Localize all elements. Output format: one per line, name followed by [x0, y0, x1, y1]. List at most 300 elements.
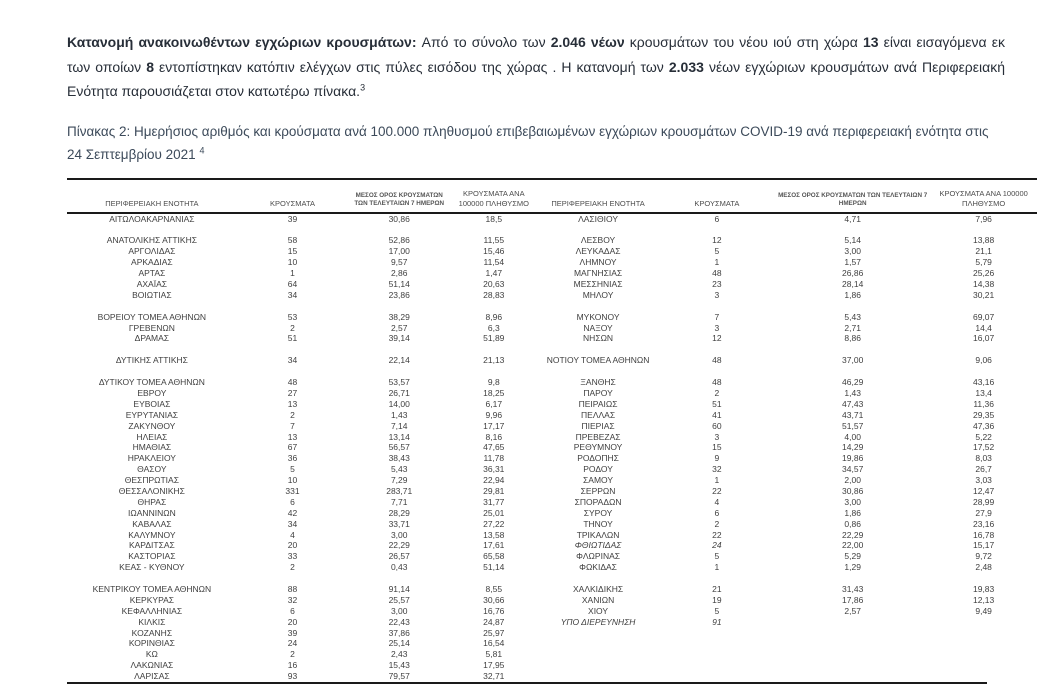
avg7-cell: 14,29 [842, 442, 864, 453]
table-row [67, 627, 1037, 638]
per100k-cell: 8,03 [975, 453, 992, 464]
cases-cell: 10 [287, 257, 298, 268]
region-name-cell: ΔΡΑΜΑΣ [134, 333, 170, 344]
avg7-cell: 47,43 [842, 398, 864, 409]
avg7-cell: 1,43 [844, 387, 861, 398]
avg7-cell [775, 366, 930, 377]
cases-cell: 15 [712, 442, 722, 453]
avg7-cell [775, 616, 930, 627]
avg7-cell: 28,29 [388, 507, 410, 518]
table-row [67, 290, 1037, 301]
per100k-cell: 47,65 [483, 442, 505, 453]
region-name-cell: ΦΘΙΩΤΙΔΑΣ [574, 540, 622, 551]
avg7-cell: 25,14 [388, 638, 410, 649]
avg7-cell: 46,29 [842, 377, 864, 388]
region-name-cell: ΑΙΤΩΛΟΑΚΑΡΝΑΝΙΑΣ [109, 213, 195, 224]
avg7-cell [775, 344, 930, 355]
per100k-cell [930, 627, 1037, 638]
per100k-cell: 27,22 [483, 518, 505, 529]
per100k-cell: 1,47 [485, 268, 503, 279]
per100k-cell: 26,7 [975, 464, 992, 475]
region-name-cell: ΣΕΡΡΩΝ [580, 485, 616, 496]
avg7-cell: 26,86 [842, 268, 864, 279]
column-header: ΠΕΡΙΦΕΡΕΙΑΚΗ ΕΝΟΤΗΤΑ [537, 179, 658, 213]
avg7-cell: 56,57 [388, 442, 410, 453]
avg7-cell: 2,00 [844, 475, 861, 486]
text-segment: 8 [146, 58, 155, 75]
region-name-cell [67, 366, 237, 377]
cases-cell: 39 [287, 213, 298, 224]
per100k-cell: 16,76 [483, 605, 505, 616]
cases-cell: 13 [287, 431, 298, 442]
avg7-cell: 52,86 [388, 235, 410, 246]
cases-cell: 67 [287, 442, 298, 453]
region-name-cell: ΡΟΔΟΥ [583, 464, 613, 475]
table-row [67, 301, 1037, 312]
per100k-cell: 16,07 [972, 333, 995, 344]
region-name-cell: ΚΕΡΚΥΡΑΣ [129, 594, 175, 605]
avg7-cell: 79,57 [388, 671, 410, 682]
cases-cell [659, 344, 775, 355]
per100k-cell: 2,48 [975, 562, 992, 573]
avg7-cell: 4,00 [844, 431, 861, 442]
regional-cases-table [67, 178, 1037, 684]
avg7-cell: 1,86 [844, 289, 861, 300]
region-name-cell [537, 573, 658, 584]
per100k-cell: 17,17 [483, 420, 505, 431]
avg7-cell: 22,29 [842, 529, 864, 540]
table-row [67, 595, 1037, 606]
region-name-cell: ΧΑΛΚΙΔΙΚΗΣ [572, 583, 624, 594]
cases-cell: 4 [290, 529, 295, 540]
region-name-cell: ΖΑΚΥΝΘΟΥ [128, 420, 176, 431]
per100k-cell: 65,58 [483, 551, 505, 562]
per100k-cell: 9,8 [487, 377, 500, 388]
column-header: ΜΕΣΟΣ ΟΡΟΣ ΚΡΟΥΣΜΑΤΩΝ ΤΩΝ ΤΕΛΕΥΤΑΙΩΝ 7 ΗΜΕΡΩΝ [775, 179, 930, 213]
per100k-cell: 11,36 [973, 398, 994, 409]
cases-cell: 48 [712, 377, 722, 388]
table-row [67, 660, 1037, 671]
per100k-cell: 21,13 [483, 355, 505, 366]
cases-cell: 48 [712, 355, 722, 366]
region-name-cell: ΕΥΒΟΙΑΣ [133, 398, 171, 409]
region-name-cell: ΚΑΣΤΟΡΙΑΣ [128, 551, 176, 562]
avg7-cell: 22,00 [842, 540, 864, 551]
table-row [67, 333, 1037, 344]
cases-cell: 34 [287, 355, 298, 366]
avg7-cell [348, 301, 450, 312]
cases-cell: 15 [287, 246, 298, 257]
avg7-cell: 14,00 [388, 398, 410, 409]
avg7-cell: 5,43 [844, 311, 861, 322]
table-row [67, 410, 1037, 421]
table-row [67, 344, 1037, 355]
cases-cell [237, 344, 349, 355]
per100k-cell: 18,25 [483, 387, 505, 398]
per100k-cell: 30,66 [483, 594, 505, 605]
avg7-cell: 22,29 [388, 540, 410, 551]
avg7-cell: 17,00 [388, 246, 410, 257]
per100k-cell: 16,78 [972, 529, 995, 540]
avg7-cell: 91,14 [388, 583, 410, 594]
region-name-cell: ΛΕΣΒΟΥ [580, 235, 616, 246]
per100k-cell: 8,55 [485, 583, 503, 594]
per100k-cell [930, 616, 1037, 627]
cases-cell: 22 [712, 529, 722, 540]
text-segment: κρουσμάτων του νέου ιού στη χώρα [624, 34, 863, 50]
avg7-cell [775, 660, 930, 671]
per100k-cell: 13,4 [975, 387, 992, 398]
per100k-cell: 25,97 [483, 627, 505, 638]
region-name-cell: ΧΑΝΙΩΝ [581, 594, 615, 605]
avg7-cell: 9,57 [390, 257, 408, 268]
per100k-cell: 31,77 [483, 496, 505, 507]
text-segment: εντοπίστηκαν κατόπιν ελέγχων στις πύλες εισόδου της χώρας . Η κατανομή των [154, 58, 669, 75]
per100k-cell: 5,79 [975, 257, 992, 268]
avg7-cell: 43,71 [842, 409, 864, 420]
avg7-cell: 5,43 [390, 464, 408, 475]
avg7-cell [775, 638, 930, 649]
per100k-cell: 30,21 [972, 289, 995, 300]
per100k-cell: 15,46 [483, 246, 505, 257]
text-segment: 2.033 [668, 58, 704, 75]
per100k-cell: 12,13 [972, 594, 995, 605]
cases-cell: 2 [714, 518, 720, 529]
cases-cell: 5 [714, 551, 720, 562]
table-row [67, 573, 1037, 584]
per100k-cell: 51,89 [483, 333, 505, 344]
table-row [67, 279, 1037, 290]
region-name-cell: ΦΛΩΡΙΝΑΣ [576, 551, 621, 562]
cases-cell: 20 [287, 616, 298, 627]
per100k-cell [450, 301, 537, 312]
table-row [67, 616, 1037, 627]
table-header-row [67, 179, 1037, 213]
per100k-cell: 6,17 [485, 398, 503, 409]
cases-cell: 22 [712, 485, 722, 496]
region-name-cell: ΚΙΛΚΙΣ [138, 616, 166, 627]
text-segment: 13 [862, 34, 879, 50]
region-name-cell [537, 649, 658, 660]
cases-cell: 51 [712, 398, 722, 409]
table-row [67, 562, 1037, 573]
region-name-cell: ΒΟΙΩΤΙΑΣ [132, 289, 172, 300]
per100k-cell: 11,78 [483, 453, 505, 464]
text-segment: 2.046 νέων [550, 34, 625, 50]
per100k-cell: 25,01 [483, 507, 505, 518]
avg7-cell: 3,00 [844, 496, 861, 507]
per100k-cell: 69,07 [972, 311, 995, 322]
region-name-cell: ΜΗΛΟΥ [582, 289, 614, 300]
cases-cell: 39 [287, 627, 298, 638]
region-name-cell [537, 660, 658, 671]
table-row [67, 584, 1037, 595]
cases-cell: 27 [287, 387, 298, 398]
region-name-cell: ΑΧΑΪΑΣ [136, 279, 168, 290]
per100k-cell: 14,38 [972, 279, 995, 290]
per100k-cell: 11,54 [483, 257, 505, 268]
cases-cell: 32 [712, 464, 722, 475]
cases-cell: 42 [287, 507, 298, 518]
avg7-cell: 2,57 [390, 322, 408, 333]
table-row [67, 486, 1037, 497]
avg7-cell [775, 224, 930, 235]
avg7-cell: 22,14 [388, 355, 410, 366]
per100k-cell: 28,99 [972, 496, 995, 507]
cases-cell: 2 [714, 387, 720, 398]
region-name-cell: ΕΒΡΟΥ [137, 387, 167, 398]
avg7-cell: 3,00 [390, 529, 408, 540]
cases-cell: 48 [712, 268, 722, 279]
table-row [67, 377, 1037, 388]
per100k-cell: 22,94 [483, 475, 505, 486]
region-name-cell: ΛΗΜΝΟΥ [579, 257, 617, 268]
per100k-cell: 47,36 [972, 420, 995, 431]
cases-cell [237, 573, 349, 584]
cases-cell: 3 [714, 322, 720, 333]
per100k-cell [450, 224, 537, 235]
table-bottom-rule [67, 682, 987, 684]
text-segment: είναι εισαγόμενα εκ των οποίων [67, 34, 1005, 75]
avg7-cell: 1,29 [844, 562, 861, 573]
cases-cell: 9 [714, 453, 720, 464]
per100k-cell: 29,81 [483, 485, 505, 496]
avg7-cell: 2,43 [390, 649, 408, 660]
region-name-cell: ΚΟΖΑΝΗΣ [131, 627, 173, 638]
cases-cell [659, 660, 775, 671]
cases-cell [237, 366, 349, 377]
region-name-cell: ΘΕΣΣΑΛΟΝΙΚΗΣ [118, 485, 185, 496]
column-header: ΚΡΟΥΣΜΑΤΑ ΑΝΑ 100000 ΠΛΗΘΥΣΜΟ [930, 179, 1037, 213]
avg7-cell: 25,57 [388, 594, 410, 605]
region-name-cell [67, 344, 237, 355]
table-row [67, 464, 1037, 475]
region-name-cell: ΚΑΒΑΛΑΣ [132, 518, 172, 529]
region-name-cell [537, 224, 658, 235]
per100k-cell: 8,96 [485, 311, 503, 322]
region-name-cell: ΡΕΘΥΜΝΟΥ [573, 442, 623, 453]
region-name-cell: ΔΥΤΙΚΟΥ ΤΟΜΕΑ ΑΘΗΝΩΝ [98, 377, 205, 388]
avg7-cell: 7,71 [390, 496, 408, 507]
text-segment: Από το σύνολο των [421, 34, 551, 50]
avg7-cell: 2,86 [390, 268, 408, 279]
cases-cell: 10 [287, 475, 298, 486]
cases-cell: 2 [290, 409, 295, 420]
cases-cell [659, 301, 775, 312]
region-name-cell: ΗΜΑΘΙΑΣ [132, 442, 172, 453]
cases-cell [659, 671, 775, 682]
text-segment: Πίνακας 2: Ημερήσιος αριθμός και κρούσματα ανά 100.000 πληθυσμού επιβεβαιωμένων εγχώριων κρουσμάτων COVID-19 ανά περιφερειακή ενότητα στις 24 Σεπτεμβρίου 2021 [67, 123, 989, 162]
cases-cell: 7 [290, 420, 295, 431]
per100k-cell: 6,3 [487, 322, 500, 333]
per100k-cell: 9,96 [485, 409, 503, 420]
region-name-cell: ΦΩΚΙΔΑΣ [579, 562, 617, 573]
region-name-cell: ΜΥΚΟΝΟΥ [576, 311, 620, 322]
table-row [67, 322, 1037, 333]
cases-cell: 60 [712, 420, 722, 431]
region-name-cell: ΠΙΕΡΙΑΣ [581, 420, 615, 431]
region-name-cell: ΑΡΚΑΔΙΑΣ [131, 257, 173, 268]
per100k-cell: 23,16 [972, 518, 995, 529]
cases-cell: 6 [714, 507, 720, 518]
per100k-cell: 24,87 [483, 616, 505, 627]
per100k-cell: 51,14 [483, 562, 505, 573]
cases-cell: 3 [714, 431, 720, 442]
region-name-cell: ΘΗΡΑΣ [137, 496, 167, 507]
cases-cell: 12 [712, 235, 722, 246]
per100k-cell [450, 366, 537, 377]
per100k-cell: 32,71 [483, 671, 505, 682]
region-name-cell: ΗΡΑΚΛΕΙΟΥ [127, 453, 176, 464]
cases-cell [659, 366, 775, 377]
cases-table [67, 178, 1037, 682]
avg7-cell: 51,14 [388, 279, 410, 290]
region-name-cell: ΧΙΟΥ [588, 605, 609, 616]
per100k-cell: 12,47 [972, 485, 995, 496]
region-name-cell: ΑΡΤΑΣ [138, 268, 166, 279]
per100k-cell: 18,5 [485, 213, 503, 224]
cases-cell: 32 [287, 594, 298, 605]
avg7-cell: 38,43 [388, 453, 410, 464]
per100k-cell: 43,16 [972, 377, 995, 388]
per100k-cell: 15,17 [972, 540, 995, 551]
per100k-cell [930, 344, 1037, 355]
region-name-cell: ΚΑΛΥΜΝΟΥ [128, 529, 176, 540]
per100k-cell: 3,03 [975, 475, 992, 486]
region-name-cell: ΠΑΡΟΥ [583, 387, 613, 398]
per100k-cell: 21,1 [975, 246, 992, 257]
region-name-cell: ΙΩΑΝΝΙΝΩΝ [128, 507, 176, 518]
per100k-cell: 36,31 [483, 464, 505, 475]
table-row [67, 268, 1037, 279]
region-name-cell [537, 301, 658, 312]
cases-cell [659, 638, 775, 649]
per100k-cell: 5,22 [975, 431, 992, 442]
table-caption [67, 120, 1007, 166]
per100k-cell: 25,26 [972, 268, 995, 279]
avg7-cell: 3,00 [844, 246, 861, 257]
per100k-cell [930, 660, 1037, 671]
avg7-cell: 2,57 [844, 605, 861, 616]
per100k-cell [450, 344, 537, 355]
per100k-cell: 17,61 [483, 540, 505, 551]
avg7-cell: 3,00 [390, 605, 408, 616]
region-name-cell: ΑΝΑΤΟΛΙΚΗΣ ΑΤΤΙΚΗΣ [106, 235, 197, 246]
table-row [67, 638, 1037, 649]
region-name-cell [67, 573, 237, 584]
per100k-cell: 20,63 [483, 279, 505, 290]
table-row [67, 420, 1037, 431]
cases-cell: 53 [287, 311, 298, 322]
avg7-cell: 1,86 [844, 507, 861, 518]
per100k-cell [930, 649, 1037, 660]
cases-cell: 12 [712, 333, 722, 344]
region-name-cell: ΘΕΣΠΡΩΤΙΑΣ [124, 475, 179, 486]
avg7-cell: 38,29 [388, 311, 410, 322]
table-row [67, 355, 1037, 366]
cases-cell: 21 [712, 583, 722, 594]
cases-cell: 13 [287, 398, 298, 409]
per100k-cell: 28,83 [483, 289, 505, 300]
per100k-cell: 16,54 [483, 638, 505, 649]
avg7-cell: 19,86 [842, 453, 864, 464]
table-row [67, 475, 1037, 486]
avg7-cell [348, 573, 450, 584]
avg7-cell: 0,43 [390, 562, 408, 573]
avg7-cell [348, 344, 450, 355]
cases-cell [659, 627, 775, 638]
table-row [67, 388, 1037, 399]
avg7-cell: 7,29 [390, 475, 408, 486]
table-row [67, 213, 1037, 225]
per100k-cell [930, 573, 1037, 584]
region-name-cell: ΔΥΤΙΚΗΣ ΑΤΤΙΚΗΣ [115, 355, 188, 366]
cases-cell: 5 [290, 464, 295, 475]
per100k-cell: 8,16 [485, 431, 503, 442]
avg7-cell: 51,57 [842, 420, 864, 431]
cases-cell: 16 [287, 660, 298, 671]
per100k-cell: 17,95 [483, 660, 505, 671]
region-name-cell: ΞΑΝΘΗΣ [580, 377, 616, 388]
cases-cell: 58 [287, 235, 298, 246]
avg7-cell: 31,43 [842, 583, 864, 594]
avg7-cell: 13,14 [388, 431, 410, 442]
avg7-cell: 0,86 [844, 518, 861, 529]
region-name-cell: ΝΟΤΙΟΥ ΤΟΜΕΑ ΑΘΗΝΩΝ [546, 355, 650, 366]
table-row [67, 246, 1037, 257]
table-row [67, 508, 1037, 519]
region-name-cell: ΛΑΡΙΣΑΣ [134, 671, 170, 682]
region-name-cell: ΑΡΓΟΛΙΔΑΣ [128, 246, 176, 257]
region-name-cell: ΛΑΚΩΝΙΑΣ [130, 660, 174, 671]
region-name-cell: ΗΛΕΙΑΣ [136, 431, 168, 442]
region-name-cell: ΛΑΣΙΘΙΟΥ [578, 213, 619, 224]
region-name-cell: ΜΕΣΣΗΝΙΑΣ [573, 279, 623, 290]
region-name-cell: ΣΠΟΡΑΔΩΝ [574, 496, 622, 507]
region-name-cell: ΒΟΡΕΙΟΥ ΤΟΜΕΑ ΑΘΗΝΩΝ [97, 311, 207, 322]
region-name-cell [67, 301, 237, 312]
avg7-cell: 26,57 [388, 551, 410, 562]
table-row [67, 540, 1037, 551]
per100k-cell [930, 301, 1037, 312]
avg7-cell: 39,14 [388, 333, 410, 344]
per100k-cell: 9,06 [975, 355, 992, 366]
region-name-cell: ΚΑΡΔΙΤΣΑΣ [128, 540, 175, 551]
region-name-cell [537, 638, 658, 649]
per100k-cell: 5,81 [485, 649, 503, 660]
avg7-cell: 1,57 [844, 257, 861, 268]
per100k-cell [930, 671, 1037, 682]
avg7-cell: 5,14 [844, 235, 861, 246]
region-name-cell: ΓΡΕΒΕΝΩΝ [128, 322, 175, 333]
avg7-cell: 283,71 [386, 485, 413, 496]
cases-cell: 24 [712, 540, 722, 551]
table-row [67, 431, 1037, 442]
region-name-cell: ΡΟΔΟΠΗΣ [577, 453, 619, 464]
column-header: ΠΕΡΙΦΕΡΕΙΑΚΗ ΕΝΟΤΗΤΑ [67, 179, 237, 213]
avg7-cell [775, 671, 930, 682]
cases-cell: 6 [290, 496, 295, 507]
table-row [67, 551, 1037, 562]
cases-cell: 3 [714, 289, 720, 300]
cases-cell: 41 [712, 409, 722, 420]
region-name-cell: ΤΗΝΟΥ [583, 518, 613, 529]
avg7-cell: 34,57 [842, 464, 864, 475]
column-header: ΚΡΟΥΣΜΑΤΑ [237, 179, 349, 213]
region-name-cell: ΣΑΜΟΥ [583, 475, 614, 486]
region-name-cell: ΚΟΡΙΝΘΙΑΣ [128, 638, 175, 649]
cases-cell: 33 [287, 551, 298, 562]
